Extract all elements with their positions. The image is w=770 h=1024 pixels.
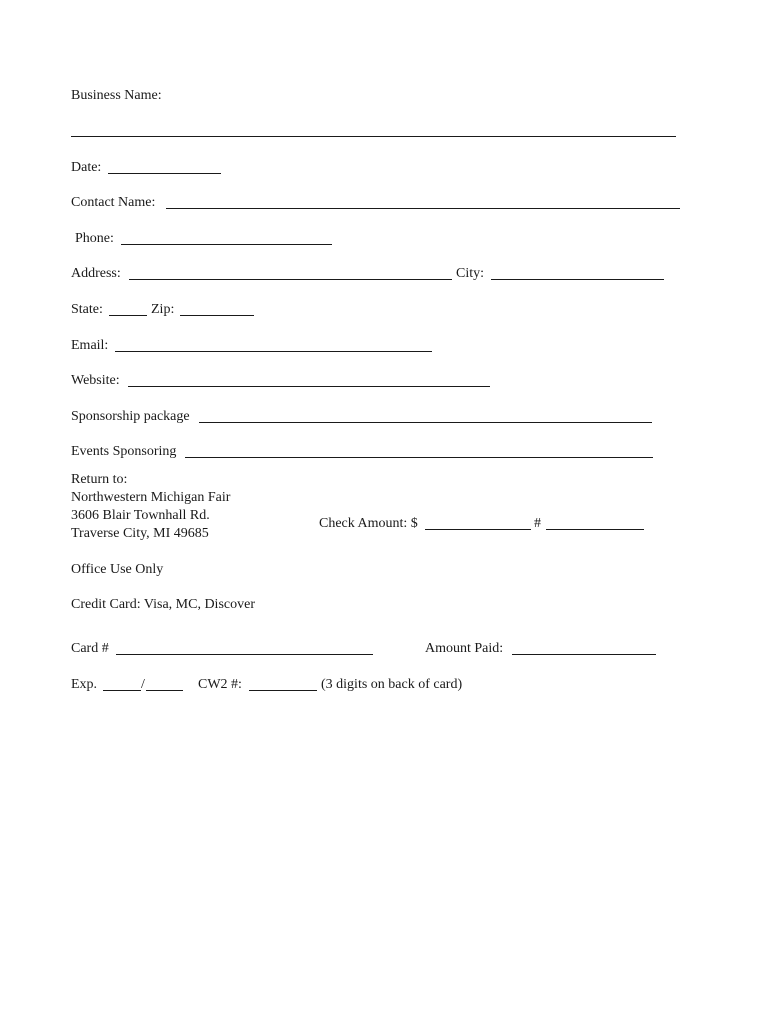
return-address-line: 3606 Blair Townhall Rd. bbox=[71, 508, 210, 523]
zip-field[interactable] bbox=[180, 315, 254, 316]
events-sponsoring-label: Events Sponsoring bbox=[71, 444, 177, 459]
cvv-field[interactable] bbox=[249, 690, 317, 691]
return-address-line: Northwestern Michigan Fair bbox=[71, 490, 231, 505]
date-label: Date: bbox=[71, 160, 102, 175]
date-field[interactable] bbox=[108, 173, 221, 174]
email-label: Email: bbox=[71, 338, 109, 353]
return-to-heading: Return to: bbox=[71, 472, 128, 487]
cvv-label: CW2 #: bbox=[198, 677, 242, 692]
card-number-field[interactable] bbox=[116, 654, 373, 655]
check-amount-field[interactable] bbox=[425, 529, 531, 530]
cvv-note: (3 digits on back of card) bbox=[321, 677, 463, 692]
city-label: City: bbox=[456, 266, 485, 281]
exp-month-field[interactable] bbox=[103, 690, 141, 691]
website-field[interactable] bbox=[128, 386, 490, 387]
credit-card-types: Credit Card: Visa, MC, Discover bbox=[71, 597, 255, 612]
sponsorship-package-label: Sponsorship package bbox=[71, 409, 190, 424]
return-address-line: Traverse City, MI 49685 bbox=[71, 526, 209, 541]
city-field[interactable] bbox=[491, 279, 664, 280]
sponsorship-package-field[interactable] bbox=[199, 422, 652, 423]
exp-label: Exp. bbox=[71, 677, 98, 692]
address-field[interactable] bbox=[129, 279, 452, 280]
contact-name-label: Contact Name: bbox=[71, 195, 156, 210]
website-label: Website: bbox=[71, 373, 120, 388]
business-name-label: Business Name: bbox=[71, 88, 162, 103]
check-number-field[interactable] bbox=[546, 529, 644, 530]
card-number-label: Card # bbox=[71, 641, 109, 656]
email-field[interactable] bbox=[115, 351, 432, 352]
exp-year-field[interactable] bbox=[146, 690, 183, 691]
contact-name-field[interactable] bbox=[166, 208, 680, 209]
phone-field[interactable] bbox=[121, 244, 332, 245]
amount-paid-field[interactable] bbox=[512, 654, 656, 655]
exp-separator: / bbox=[141, 677, 145, 692]
check-amount-label: Check Amount: $ bbox=[319, 516, 418, 531]
office-use-heading: Office Use Only bbox=[71, 562, 164, 577]
state-label: State: bbox=[71, 302, 103, 317]
business-name-field[interactable] bbox=[71, 136, 676, 137]
amount-paid-label: Amount Paid: bbox=[425, 641, 504, 656]
state-field[interactable] bbox=[109, 315, 147, 316]
zip-label: Zip: bbox=[151, 302, 175, 317]
check-number-label: # bbox=[534, 516, 541, 531]
events-sponsoring-field[interactable] bbox=[185, 457, 653, 458]
address-label: Address: bbox=[71, 266, 121, 281]
phone-label: Phone: bbox=[75, 231, 114, 246]
